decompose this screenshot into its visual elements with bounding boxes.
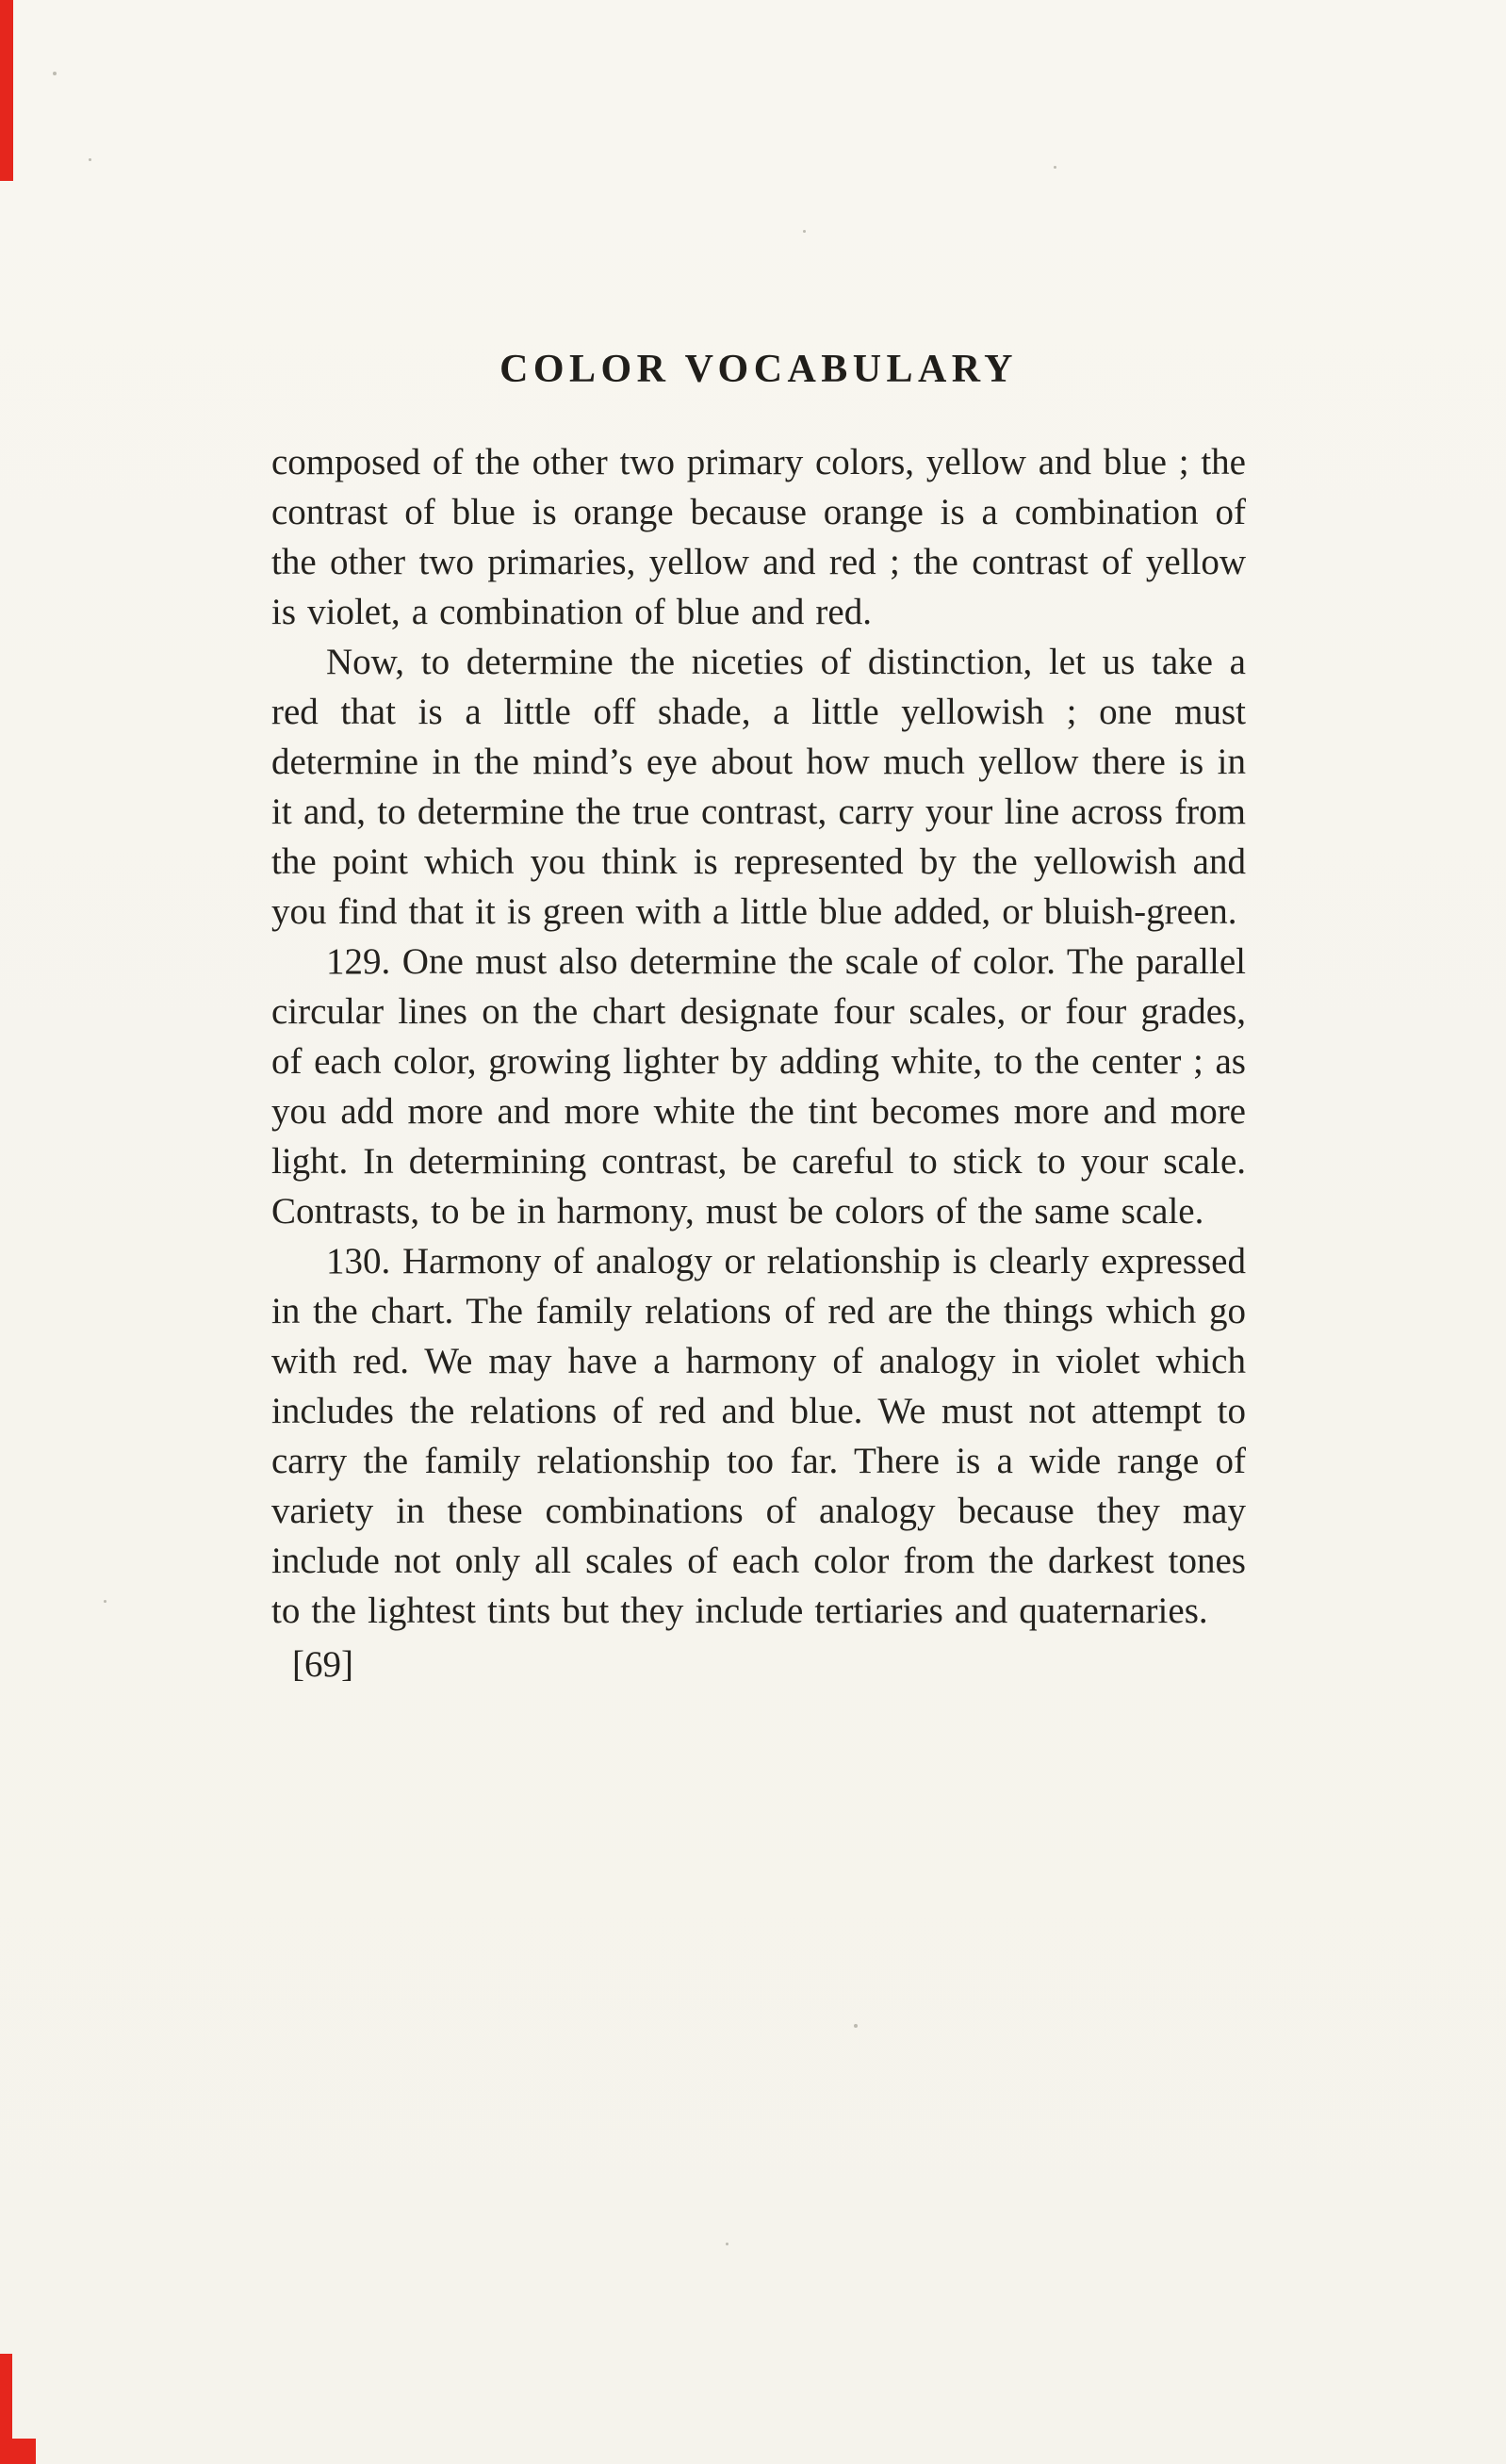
paragraph-niceties-of-distinction: Now, to determine the niceties of distinction, let us take a red that is a little off shade, a little yellowish ; one must determine in the mind’s eye about how much yellow there is in it and, to determine the true contrast, carry your line across from the point which you think is represented by the yellowish and you find that it is green with a little blue added, or bluish-green.	[271, 642, 1246, 932]
dust-speck	[53, 72, 57, 75]
dust-speck	[89, 158, 91, 161]
text-block	[271, 347, 1246, 1689]
dust-speck	[854, 2024, 858, 2028]
dust-speck	[803, 230, 806, 233]
page-title: COLOR VOCABULARY	[499, 348, 1018, 391]
paragraph-continuation: composed of the other two primary colors, yellow and blue ; the contrast of blue is orange because orange is a combination of the other two primaries, yellow and red ; the contrast of yellow is violet, a combination of blue and red.	[271, 442, 1246, 632]
dust-speck	[726, 2243, 728, 2245]
scan-edge-mark-bottom-corner	[0, 2439, 36, 2464]
scan-edge-mark-top	[0, 0, 13, 181]
page-number: [69]	[292, 1644, 353, 1685]
dust-speck	[104, 1600, 106, 1603]
body-copy	[271, 437, 1246, 1636]
paragraph-130-harmony-of-analogy: 130. Harmony of analogy or relationship is clearly expressed in the chart. The family relations of red are the things which go with red. We may have a harmony of analogy in violet which includes the relations of red and blue. We must not attempt to carry the family relationship too far. There is a wide range of variety in these combinations of analogy because they may include not only all scales of each color from the darkest tones to the lightest tints but they include tertiaries and quaternaries.	[271, 1241, 1246, 1631]
paragraph-129-scale-of-color: 129. One must also determine the scale of color. The parallel circular lines on the chart designate four scales, or four grades, of each color, growing lighter by adding white, to the center ; as you add more and more white the tint becomes more and more light. In determining contrast, be careful to stick to your scale. Contrasts, to be in harmony, must be colors of the same scale.	[271, 941, 1246, 1232]
dust-speck	[1054, 166, 1056, 169]
